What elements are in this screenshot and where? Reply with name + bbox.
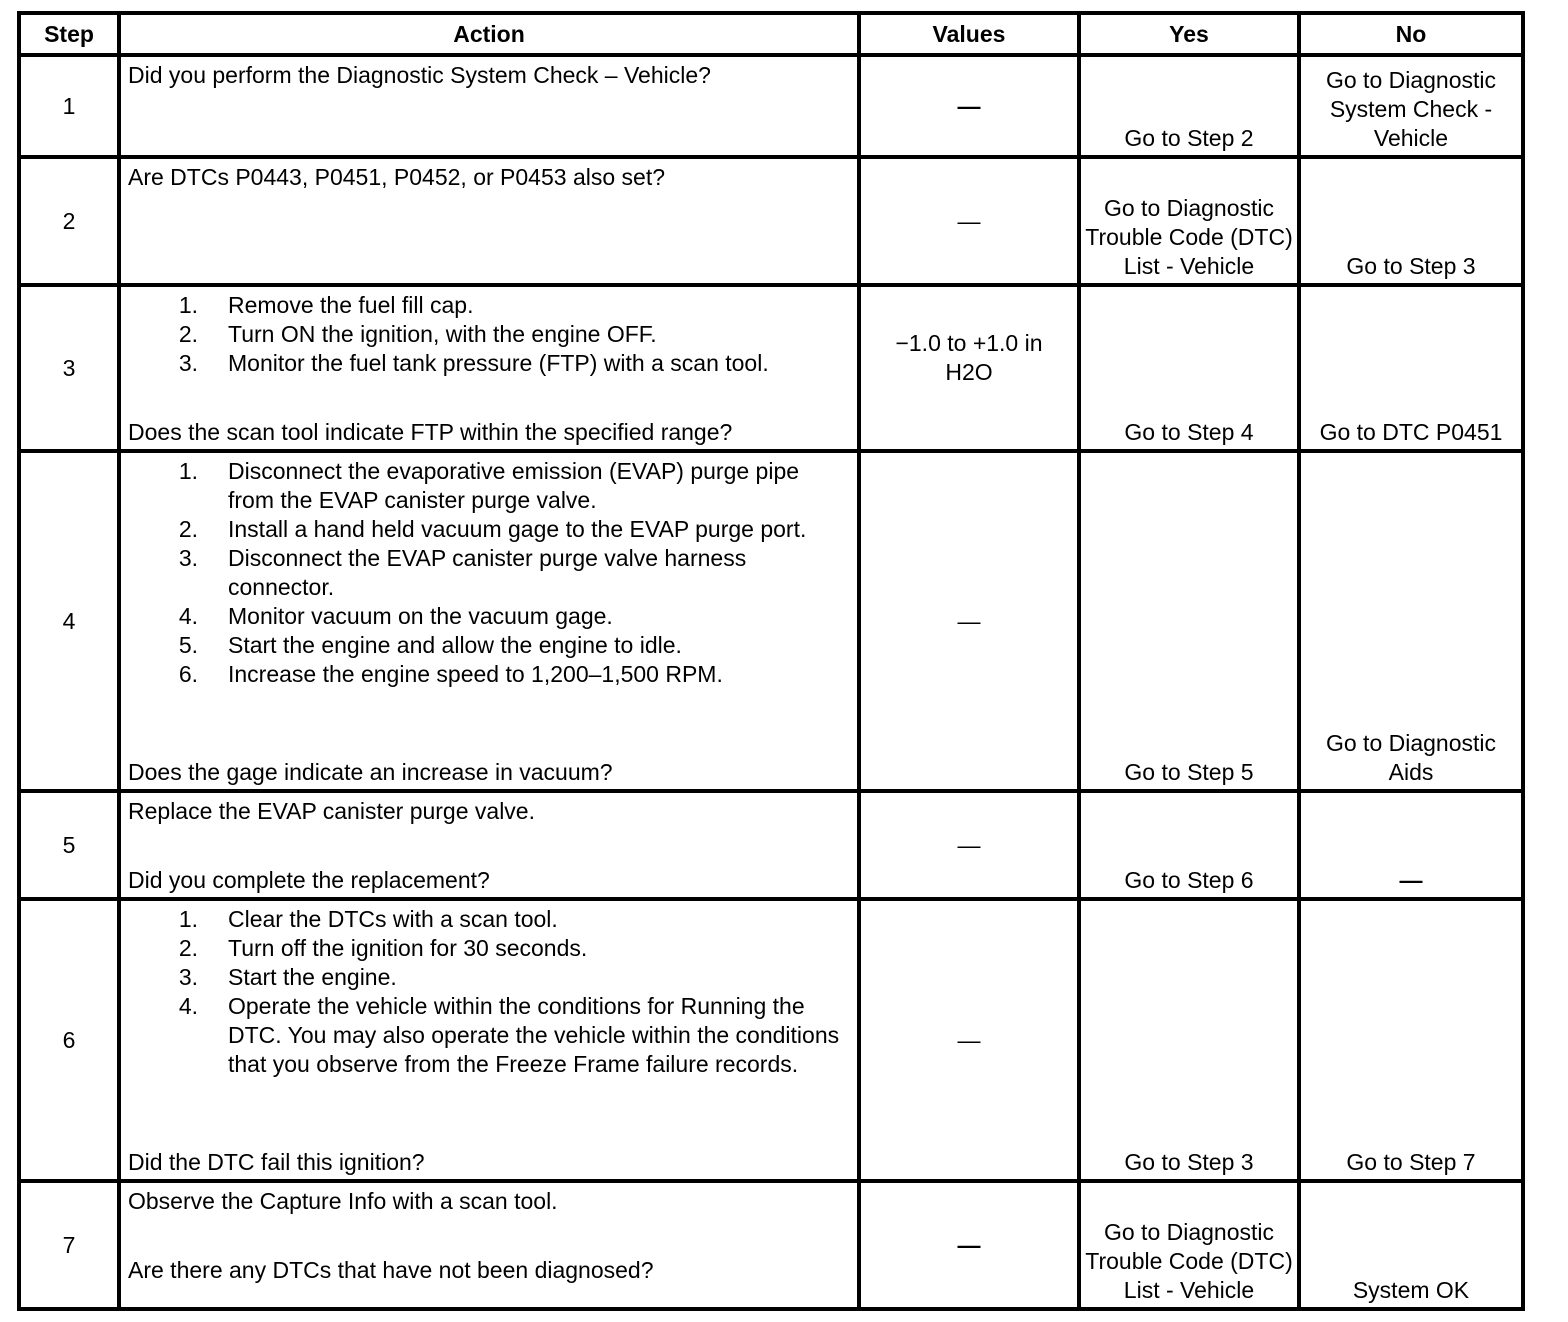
- action-question: Did the DTC fail this ignition?: [128, 1149, 425, 1175]
- no-cell: Go to Diagnostic Aids: [1299, 451, 1523, 791]
- table-row: [19, 451, 1523, 791]
- list-item: 5. Start the engine and allow the engine to idle.: [178, 632, 682, 658]
- diagnostic-table: [17, 11, 1525, 1311]
- no-cell: —: [1299, 791, 1523, 899]
- header-yes: Yes: [1079, 13, 1299, 55]
- no-cell: Go to Step 3: [1299, 157, 1523, 285]
- yes-cell: Go to Step 6: [1079, 791, 1299, 899]
- values-cell: —: [859, 899, 1079, 1181]
- table-row: [19, 285, 1523, 451]
- action-question: Did you complete the replacement?: [128, 867, 490, 893]
- action-question: Does the gage indicate an increase in vacuum?: [128, 759, 613, 785]
- action-text: Are DTCs P0443, P0451, P0452, or P0453 also set?: [128, 164, 665, 190]
- table-row: [19, 1181, 1523, 1309]
- yes-cell: Go to Diagnostic Trouble Code (DTC) List - Vehicle: [1079, 1181, 1299, 1309]
- action-cell: [119, 791, 859, 899]
- step-number: 1: [19, 55, 119, 157]
- action-question: Are there any DTCs that have not been diagnosed?: [128, 1257, 654, 1283]
- action-cell: [119, 55, 859, 157]
- action-text: Replace the EVAP canister purge valve.: [128, 798, 535, 824]
- procedure-list: [128, 905, 851, 1079]
- procedure-list: [128, 291, 851, 378]
- values-cell: —: [859, 157, 1079, 285]
- step-number: 6: [19, 899, 119, 1181]
- values-cell: —: [859, 451, 1079, 791]
- list-item: 4. Operate the vehicle within the conditions for Running the DTC. You may also operate the vehicle within the conditions that you observe from the Freeze Frame failure records.: [178, 993, 840, 1077]
- list-item: 2. Turn ON the ignition, with the engine OFF.: [178, 321, 657, 347]
- header-no: No: [1299, 13, 1523, 55]
- list-item: 1. Clear the DTCs with a scan tool.: [178, 906, 558, 932]
- table-row: [19, 55, 1523, 157]
- header-values: Values: [859, 13, 1079, 55]
- action-question: Does the scan tool indicate FTP within the specified range?: [128, 419, 733, 445]
- yes-cell: Go to Step 4: [1079, 285, 1299, 451]
- header-action: Action: [119, 13, 859, 55]
- list-item: 2. Install a hand held vacuum gage to the EVAP purge port.: [178, 516, 807, 542]
- values-cell: —: [859, 791, 1079, 899]
- no-cell: Go to Diagnostic System Check - Vehicle: [1299, 55, 1523, 157]
- step-number: 7: [19, 1181, 119, 1309]
- action-cell: [119, 451, 859, 791]
- values-cell: —: [859, 55, 1079, 157]
- list-item: 1. Remove the fuel fill cap.: [178, 292, 474, 318]
- header-row: [19, 13, 1523, 55]
- table-row: [19, 157, 1523, 285]
- table-row: [19, 899, 1523, 1181]
- yes-cell: Go to Step 3: [1079, 899, 1299, 1181]
- values-cell: −1.0 to +1.0 in H2O: [859, 285, 1079, 451]
- step-number: 5: [19, 791, 119, 899]
- list-item: 6. Increase the engine speed to 1,200–1,500 RPM.: [178, 661, 723, 687]
- action-text: Observe the Capture Info with a scan tool.: [128, 1188, 558, 1214]
- no-cell: Go to DTC P0451: [1299, 285, 1523, 451]
- values-cell: —: [859, 1181, 1079, 1309]
- step-number: 2: [19, 157, 119, 285]
- step-number: 3: [19, 285, 119, 451]
- yes-cell: Go to Step 5: [1079, 451, 1299, 791]
- list-item: 3. Start the engine.: [178, 964, 397, 990]
- list-item: 3. Monitor the fuel tank pressure (FTP) with a scan tool.: [178, 350, 769, 376]
- action-cell: [119, 157, 859, 285]
- action-cell: [119, 1181, 859, 1309]
- action-text: Did you perform the Diagnostic System Check – Vehicle?: [128, 62, 711, 88]
- yes-cell: Go to Diagnostic Trouble Code (DTC) List - Vehicle: [1079, 157, 1299, 285]
- list-item: 2. Turn off the ignition for 30 seconds.: [178, 935, 588, 961]
- yes-cell: Go to Step 2: [1079, 55, 1299, 157]
- list-item: 3. Disconnect the EVAP canister purge valve harness connector.: [178, 545, 747, 600]
- step-number: 4: [19, 451, 119, 791]
- action-cell: [119, 285, 859, 451]
- list-item: 1. Disconnect the evaporative emission (EVAP) purge pipe from the EVAP canister purge valve.: [178, 458, 800, 513]
- header-step: Step: [19, 13, 119, 55]
- table-row: [19, 791, 1523, 899]
- list-item: 4. Monitor vacuum on the vacuum gage.: [178, 603, 613, 629]
- action-cell: [119, 899, 859, 1181]
- no-cell: Go to Step 7: [1299, 899, 1523, 1181]
- procedure-list: [128, 457, 851, 689]
- no-cell: System OK: [1299, 1181, 1523, 1309]
